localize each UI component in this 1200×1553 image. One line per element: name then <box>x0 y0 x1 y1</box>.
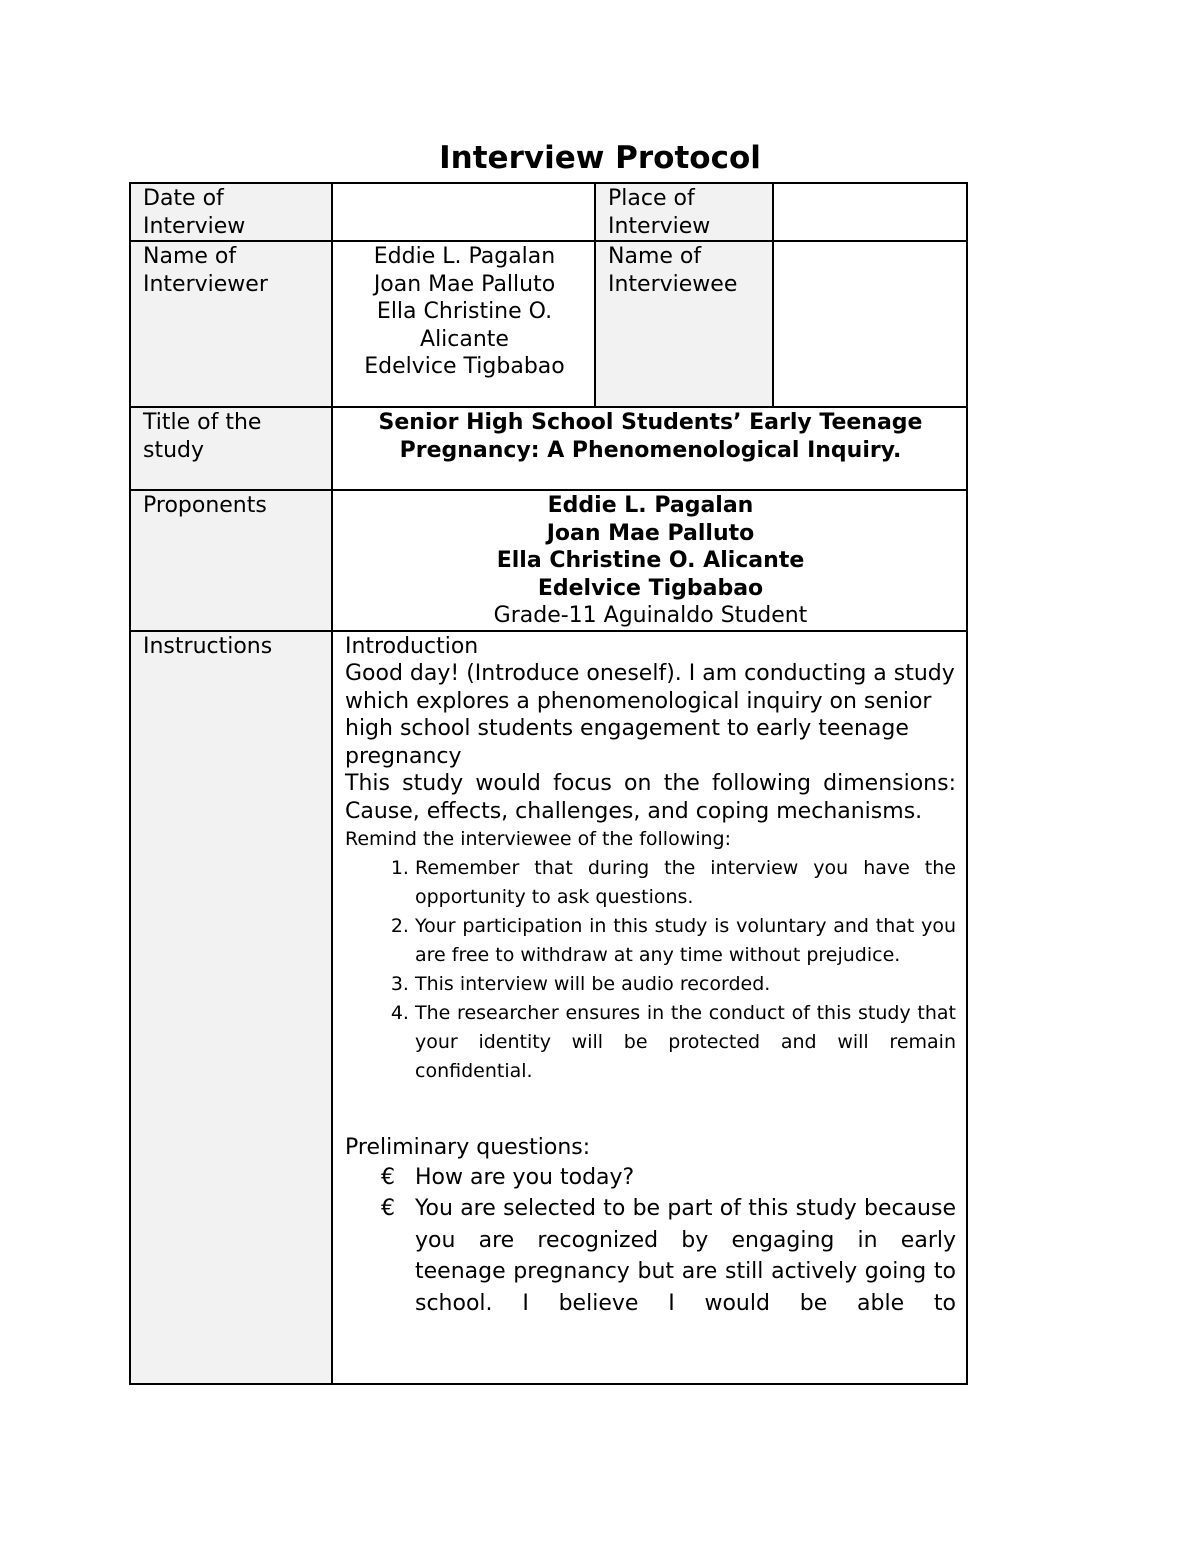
interviewer-names <box>332 241 595 407</box>
proponent-name: Edelvice Tigbabao <box>537 575 764 601</box>
dimensions-text: Cause, effects, challenges, and coping mechanisms. <box>345 798 923 824</box>
reminder-item: 3. This interview will be audio recorded. <box>415 970 956 999</box>
name-of-interviewee-label: Name of Interviewee <box>595 241 773 407</box>
place-of-interview-field[interactable] <box>773 183 967 241</box>
proponent-name: Ella Christine O. Alicante <box>496 548 805 573</box>
date-of-interview-field[interactable] <box>332 183 595 241</box>
place-of-interview-label: Place of Interview <box>595 183 773 241</box>
interviewer-name: Ella Christine O. <box>376 299 553 324</box>
date-place-row <box>130 183 967 241</box>
preliminary-question <box>345 1193 956 1319</box>
interview-protocol-table <box>129 182 968 1385</box>
interviewer-name: Eddie L. Pagalan <box>373 244 556 269</box>
focus-line: This study would focus on the following dimensions: <box>345 771 956 796</box>
proponent-name: Joan Mae Palluto <box>546 520 755 546</box>
euro-bullet-icon: € <box>381 1164 395 1190</box>
instructions-row <box>130 631 967 1385</box>
introduction-paragraph: Good day! (Introduce oneself). I am conducting a study which explores a phenomenological inquiry on senior high school students engagement to early teenage pregnancy <box>345 661 955 769</box>
reminder-item: 4. The researcher ensures in the conduct of this study that your identity will be protected and will remain confidential. <box>415 999 956 1086</box>
study-title-line: Pregnancy: A Phenomenological Inquiry. <box>399 437 902 463</box>
remind-intro: Remind the interviewee of the following: <box>345 828 732 850</box>
preliminary-heading: Preliminary questions: <box>345 1135 591 1160</box>
reminder-item: 2. Your participation in this study is voluntary and that you are free to withdraw at any time without prejudice. <box>415 912 956 970</box>
preliminary-questions-list <box>345 1162 956 1320</box>
date-of-interview-label: Date of Interview <box>130 183 332 241</box>
dimensions-line <box>345 798 956 826</box>
proponents-label: Proponents <box>130 490 332 631</box>
interviewer-name: Edelvice Tigbabao <box>364 354 565 379</box>
preliminary-question <box>345 1162 956 1194</box>
instructions-label: Instructions <box>130 631 332 1385</box>
interviewer-name: Alicante <box>420 326 509 352</box>
study-title-line: Senior High School Students’ Early Teenage <box>378 410 923 435</box>
proponent-affiliation: Grade-11 Aguinaldo Student <box>493 603 808 628</box>
proponents-list <box>332 490 967 631</box>
name-of-interviewer-label: Name of Interviewer <box>130 241 332 407</box>
question-text: You are selected to be part of this study because you are recognized by engaging in early teenage pregnancy but are still actively going to school. I believe I would be able to <box>415 1196 956 1316</box>
interviewer-name: Joan Mae Palluto <box>373 271 556 297</box>
proponent-name: Eddie L. Pagalan <box>547 493 754 518</box>
study-title <box>332 407 967 490</box>
name-of-interviewee-field[interactable] <box>773 241 967 407</box>
document-title: Interview Protocol <box>439 140 761 176</box>
proponents-row <box>130 490 967 631</box>
reminders-list <box>345 854 956 1086</box>
euro-bullet-icon: € <box>381 1196 395 1221</box>
study-title-row <box>130 407 967 490</box>
question-text: How are you today? <box>415 1164 635 1190</box>
instructions-content <box>332 631 967 1385</box>
reminder-item: 1. Remember that during the interview you have the opportunity to ask questions. <box>415 854 956 912</box>
names-row <box>130 241 967 407</box>
introduction-heading: Introduction <box>345 633 479 659</box>
title-of-study-label: Title of the study <box>130 407 332 490</box>
